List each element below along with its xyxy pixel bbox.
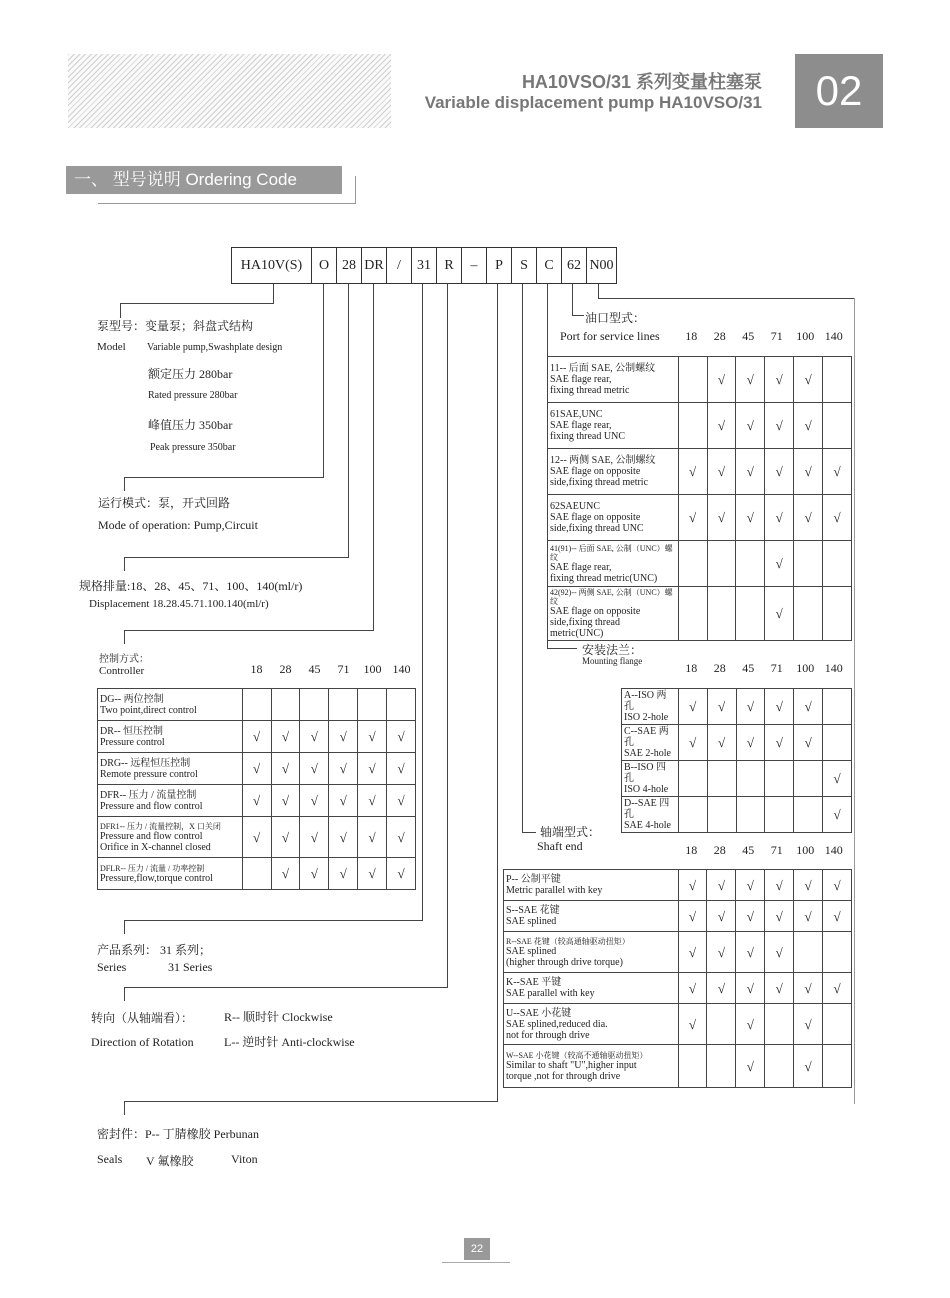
label-en: SAE flage rear, fixing thread UNC [550,420,625,442]
check-cell [823,689,852,725]
controller-row-label [98,753,243,785]
check-cell: √ [765,870,794,901]
code-box: – [461,247,487,284]
check-cell: √ [300,753,329,785]
mode-en: Mode of operation: Pump,Circuit [98,518,258,532]
check-cell: √ [678,495,707,541]
check-cell: √ [358,721,387,753]
check-cell [707,587,736,641]
seals-cn: 密封件：P-- 丁腈橡胶 Perbunan [97,1127,259,1141]
mounting-table [621,688,852,833]
check-cell: √ [329,785,358,817]
check-cell: √ [300,785,329,817]
controller-row [98,689,416,721]
label-en: SAE 4-hole [624,820,671,831]
header-title-en: Variable displacement pump HA10VSO/31 [424,93,762,112]
check-cell [823,932,852,973]
check-cell [765,761,794,797]
check-cell: √ [823,495,852,541]
label-cn: A--ISO 两孔 [624,690,667,712]
rotation-en: Direction of Rotation [91,1035,194,1049]
check-cell: √ [707,689,736,725]
check-cell [707,1004,736,1045]
controller-title-cn: 控制方式： [99,654,149,665]
check-cell [736,761,765,797]
size-header-cell: 100 [796,843,815,857]
check-cell [678,357,707,403]
label-en: Metric parallel with key [506,885,603,896]
series-cn: 产品系列： 31 系列； [97,943,212,957]
size-header-cell: 140 [824,843,843,857]
check-cell: √ [794,1045,823,1088]
rotation-r: R-- 顺时针 Clockwise [224,1010,333,1024]
code-box: HA10V(S) [231,247,312,284]
label-cn: DG-- 两位控制 [100,693,164,705]
check-cell: √ [736,357,765,403]
check-cell: √ [387,817,416,858]
check-cell: √ [300,817,329,858]
check-cell: √ [358,785,387,817]
check-cell: √ [736,973,765,1004]
code-box: 31 [411,247,437,284]
code-box: O [311,247,337,284]
controller-row [98,817,416,858]
check-cell: √ [242,785,271,817]
mounting-row-label [622,725,679,761]
check-cell [736,587,765,641]
ports-row-label [548,495,679,541]
page-number-rule [442,1262,510,1263]
check-cell: √ [300,858,329,890]
peak-pressure-cn: 峰值压力 350bar [148,418,233,432]
check-cell: √ [794,357,823,403]
code-box: 62 [561,247,587,284]
check-cell: √ [794,973,823,1004]
label-cn: C--SAE 两孔 [624,726,669,748]
label-en: SAE splined,reduced dia. not for through drive [506,1018,608,1041]
series-en-label: Series [97,960,127,974]
check-cell: √ [678,1004,707,1045]
check-cell: √ [329,753,358,785]
label-en: ISO 2-hole [624,712,669,723]
ports-row [548,541,852,587]
shaft-row [504,932,852,973]
check-cell: √ [765,495,794,541]
controller-row-label [98,858,243,890]
check-cell [707,761,736,797]
label-cn: R--SAE 花键（较高通轴驱动扭矩） [506,936,630,946]
check-cell: √ [329,721,358,753]
mounting-row [622,725,852,761]
label-cn: DFLR-- 压力 / 流量 / 功率控制 [100,863,205,873]
check-cell: √ [707,932,736,973]
shaft-row-label [504,932,679,973]
label-cn: K--SAE 平键 [506,977,562,988]
check-cell: √ [794,495,823,541]
check-cell [794,797,823,833]
check-cell: √ [736,689,765,725]
check-cell [678,541,707,587]
label-cn: P-- 公制平键 [506,874,561,885]
check-cell [707,1045,736,1088]
shaft-row [504,901,852,932]
label-cn: U--SAE 小花键 [506,1007,572,1019]
size-header-cell: 45 [742,661,755,675]
check-cell: √ [823,449,852,495]
label-cn: DFR-- 压力 / 流量控制 [100,789,197,801]
check-cell: √ [271,785,300,817]
shaft-row-label [504,870,679,901]
shaft-row-label [504,1004,679,1045]
rotation-cn: 转向（从轴端看）： [91,1011,194,1025]
check-cell: √ [765,725,794,761]
check-cell: √ [678,973,707,1004]
size-header-cell: 45 [308,662,321,676]
label-cn: W--SAE 小花键（较高不通轴驱动扭矩） [506,1050,648,1060]
check-cell: √ [765,587,794,641]
ports-row-label [548,403,679,449]
check-cell: √ [358,817,387,858]
check-cell: √ [707,357,736,403]
label-en: SAE splined (higher through drive torque) [506,945,623,968]
check-cell [678,403,707,449]
code-box: 28 [336,247,362,284]
label-en: SAE flage on opposite side,fixing thread metric(UNC) [550,606,641,639]
shaft-row-label [504,973,679,1004]
ports-row-label [548,587,679,641]
label-cn: DR-- 恒压控制 [100,725,164,737]
pump-model-cn: 泵型号：变量泵；斜盘式结构 [97,319,254,333]
check-cell: √ [736,403,765,449]
check-cell: √ [271,858,300,890]
check-cell: √ [707,901,736,932]
mounting-row [622,761,852,797]
mounting-row-label [622,761,679,797]
shaft-title-en: Shaft end [537,839,583,853]
seals-v: V 氟橡胶 [146,1154,194,1168]
code-box: R [436,247,462,284]
mounting-row [622,797,852,833]
check-cell: √ [271,721,300,753]
check-cell [823,1045,852,1088]
check-cell: √ [765,449,794,495]
check-cell: √ [358,858,387,890]
mounting-title-en: Mounting flange [582,656,643,666]
check-cell: √ [823,761,852,797]
check-cell: √ [271,817,300,858]
check-cell: √ [242,817,271,858]
check-cell: √ [794,725,823,761]
controller-title-en: Controller [99,665,145,677]
shaft-table [503,869,852,1088]
check-cell: √ [736,725,765,761]
check-cell: √ [765,541,794,587]
check-cell: √ [823,870,852,901]
check-cell: √ [765,973,794,1004]
seals-en: Seals [97,1152,123,1166]
size-header-cell: 18 [685,661,698,675]
check-cell: √ [358,753,387,785]
check-cell [678,587,707,641]
code-box: S [511,247,537,284]
check-cell [765,797,794,833]
check-cell [329,689,358,721]
mounting-row [622,689,852,725]
label-en: Pressure and flow control [100,800,203,812]
label-en: Pressure and flow control Orifice in X-channel closed [100,830,211,853]
check-cell: √ [387,753,416,785]
check-cell: √ [736,1004,765,1045]
check-cell [823,587,852,641]
check-cell [707,797,736,833]
check-cell [358,689,387,721]
check-cell: √ [765,901,794,932]
size-header-cell: 140 [392,662,411,676]
label-en: SAE parallel with key [506,988,595,999]
label-en: SAE flage rear, fixing thread metric(UNC) [550,561,658,584]
check-cell: √ [794,689,823,725]
check-cell: √ [678,725,707,761]
shaft-row [504,1045,852,1088]
size-header-cell: 28 [279,662,292,676]
label-en: SAE 2-hole [624,748,671,759]
check-cell: √ [678,932,707,973]
label-cn: B--ISO 四孔 [624,762,666,784]
controller-row [98,858,416,890]
label-cn: 42(92)-- 两侧 SAE, 公制（UNC）螺纹 [550,588,673,606]
label-cn: DRG-- 远程恒压控制 [100,757,191,769]
ports-table [547,356,852,641]
size-header-cell: 71 [770,661,783,675]
size-header-cell: 45 [742,329,755,343]
label-en: SAE flage on opposite side,fixing thread UNC [550,512,644,534]
size-header-cell: 140 [824,661,843,675]
check-cell [794,932,823,973]
size-header-cell: 100 [796,329,815,343]
check-cell: √ [765,932,794,973]
check-cell: √ [678,449,707,495]
check-cell: √ [794,403,823,449]
shaft-row [504,1004,852,1045]
label-cn: DFR1-- 压力 / 流量控制，X 口关闭 [100,821,221,831]
label-cn: 41(91)-- 后面 SAE, 公制（UNC）螺纹 [550,543,673,562]
check-cell: √ [736,901,765,932]
mounting-title-cn: 安装法兰： [582,643,643,657]
size-header-cell: 140 [824,329,843,343]
check-cell: √ [707,495,736,541]
ports-row [548,495,852,541]
shaft-title-cn: 轴端型式： [540,825,601,839]
chapter-badge: 02 [795,54,883,128]
label-en: SAE splined [506,916,557,927]
mode-cn: 运行模式：泵，开式回路 [98,496,231,510]
shaft-row [504,973,852,1004]
header-title-cn: HA10VSO/31 系列变量柱塞泵 [521,72,762,92]
check-cell: √ [736,870,765,901]
check-cell: √ [765,357,794,403]
label-cn: 62SAEUNC [550,501,601,512]
controller-row-label [98,785,243,817]
label-en: ISO 4-hole [624,784,669,795]
size-header-cell: 18 [250,662,263,676]
mounting-row-label [622,689,679,725]
check-cell [765,1045,794,1088]
check-cell [271,689,300,721]
seals-v-en: Viton [231,1152,258,1166]
label-cn: 11-- 后面 SAE, 公制螺纹 [550,363,656,374]
ports-row-label [548,357,679,403]
section-title: 一、 型号说明 Ordering Code [66,166,342,194]
label-en: Two point,direct control [100,704,197,716]
check-cell [300,689,329,721]
check-cell: √ [707,725,736,761]
code-box: C [536,247,562,284]
check-cell: √ [271,753,300,785]
ports-row [548,357,852,403]
check-cell: √ [794,1004,823,1045]
check-cell [736,541,765,587]
size-header-cell: 28 [713,329,726,343]
label-en: Similar to shaft "U",higher input torque ,not for through drive [506,1059,637,1082]
check-cell: √ [736,449,765,495]
size-header-cell: 28 [713,661,726,675]
controller-row [98,721,416,753]
check-cell [678,1045,707,1088]
label-en: SAE flage rear, fixing thread metric [550,374,630,396]
check-cell: √ [823,973,852,1004]
check-cell: √ [794,449,823,495]
check-cell: √ [823,901,852,932]
check-cell: √ [765,689,794,725]
rated-pressure-en: Rated pressure 280bar [148,390,238,401]
shaft-row [504,870,852,901]
series-en: 31 Series [168,960,213,974]
check-cell [794,761,823,797]
ports-row-label [548,541,679,587]
shaft-row-label [504,1045,679,1088]
check-cell: √ [823,797,852,833]
label-en: Pressure,flow,torque control [100,872,213,884]
check-cell: √ [707,870,736,901]
size-header-cell: 100 [796,661,815,675]
label-cn: 61SAE,UNC [550,409,603,420]
label-cn: 12-- 两侧 SAE, 公制螺纹 [550,455,656,466]
controller-row-label [98,817,243,858]
page-number: 22 [464,1238,490,1260]
label-cn: D--SAE 四孔 [624,798,670,820]
size-header-cell: 18 [685,843,698,857]
rated-pressure-cn: 额定压力 280bar [148,367,233,381]
code-box: N00 [586,247,617,284]
size-header-cell: 71 [770,843,783,857]
rotation-l: L-- 逆时针 Anti-clockwise [224,1035,355,1049]
check-cell [707,541,736,587]
check-cell [823,725,852,761]
code-box: / [386,247,412,284]
check-cell [736,797,765,833]
ports-row-label [548,449,679,495]
mounting-row-label [622,797,679,833]
check-cell: √ [736,495,765,541]
check-cell: √ [678,689,707,725]
check-cell: √ [794,870,823,901]
controller-table [97,688,416,890]
label-en: Remote pressure control [100,768,198,780]
size-header-cell: 28 [713,843,726,857]
controller-row [98,753,416,785]
displacement-cn: 规格排量:18、28、45、71、100、140(ml/r) [79,579,303,593]
check-cell: √ [387,721,416,753]
check-cell [794,587,823,641]
displacement-en: Displacement 18.28.45.71.100.140(ml/r) [89,598,269,610]
check-cell [765,1004,794,1045]
check-cell [823,541,852,587]
check-cell [678,797,707,833]
controller-row-label [98,689,243,721]
check-cell: √ [387,785,416,817]
check-cell: √ [707,973,736,1004]
check-cell: √ [707,449,736,495]
code-box: P [486,247,512,284]
label-en: Pressure control [100,736,165,748]
check-cell [794,541,823,587]
peak-pressure-en: Peak pressure 350bar [150,442,236,453]
check-cell [678,761,707,797]
size-header-cell: 71 [337,662,350,676]
shaft-row-label [504,901,679,932]
check-cell [823,403,852,449]
size-header-cell: 71 [770,329,783,343]
check-cell: √ [300,721,329,753]
check-cell [242,689,271,721]
controller-row-label [98,721,243,753]
size-header-cell: 45 [742,843,755,857]
ports-row [548,449,852,495]
check-cell: √ [707,403,736,449]
check-cell: √ [387,858,416,890]
check-cell: √ [765,403,794,449]
check-cell: √ [329,858,358,890]
code-box: DR [361,247,387,284]
pump-model-en-label: Model [97,341,126,353]
header-hatch-band [68,54,391,128]
size-header-cell: 100 [363,662,382,676]
label-en: SAE flage on opposite side,fixing thread metric [550,466,649,488]
ports-title-en: Port for service lines [560,329,660,343]
check-cell: √ [329,817,358,858]
check-cell: √ [678,870,707,901]
check-cell: √ [242,721,271,753]
size-header-cell: 18 [685,329,698,343]
check-cell [242,858,271,890]
ports-title-cn: 油口型式： [585,311,646,325]
check-cell [823,357,852,403]
check-cell: √ [678,901,707,932]
check-cell [823,1004,852,1045]
ports-row [548,403,852,449]
pump-model-en: Variable pump,Swashplate design [147,342,283,353]
ports-row [548,587,852,641]
check-cell [387,689,416,721]
label-cn: S--SAE 花键 [506,905,560,916]
check-cell: √ [736,1045,765,1088]
controller-row [98,785,416,817]
check-cell: √ [736,932,765,973]
check-cell: √ [794,901,823,932]
check-cell: √ [242,753,271,785]
